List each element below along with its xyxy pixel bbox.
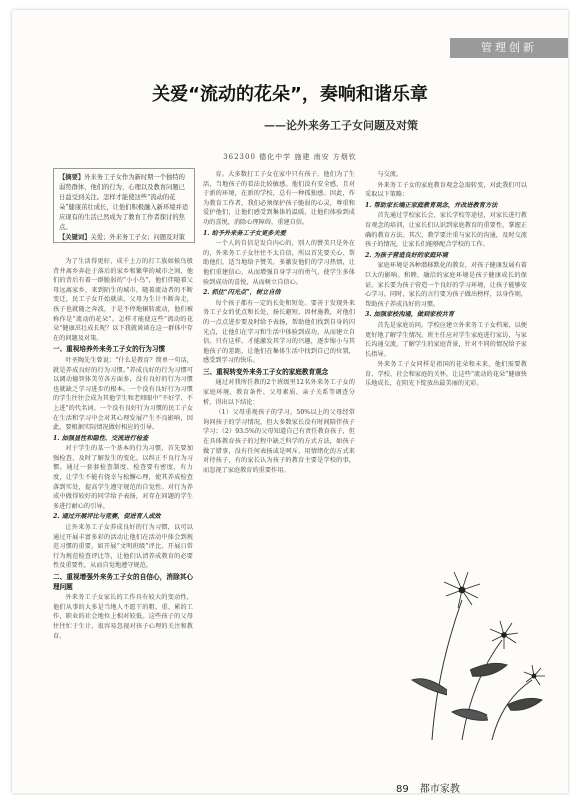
section-tag: 管理创新 <box>450 38 568 58</box>
abstract-box <box>53 168 195 243</box>
paragraph: 外来务工子女的家庭教育观念急需转变，对此我们可以采取以下策略： <box>365 181 527 199</box>
article-byline: 362300 德化中学 施建 南安 方烟钦 <box>223 153 357 161</box>
magazine-page <box>12 10 568 793</box>
paragraph: 家庭环境是各种潜移默化的教育，对孩子健康发展有着巨大的影响。和睦、融洽的家庭环境是孩子健康成长的保证。家长要为孩子营造一个良好的学习环境，让孩子能够安心学习。同时，家长的言行要为孩子做出榜样，以身作则，帮助孩子养成良好的习惯。 <box>365 262 527 308</box>
abstract-text: 外来务工子女作为新时期一个独特的弱势群体，他们的行为、心理以及教育问题已日益受到关注。怎样才能使这些“流动的花朵”健康茁壮成长，让他们积极融入新环境并适应现有的生活已然成为了教育工作者探讨的焦点。 <box>59 174 189 231</box>
article-title: 关爱“流动的花朵”，奏响和谐乐章 <box>152 84 428 105</box>
chrysanthemum-illustration <box>392 490 562 750</box>
paragraph: 外来务工子女家长的工作具有较大的变动性，他们从事的大多是当地人不愿干的粗、重、累的工作，职业的社会地位上相对较低。这些孩子的父母往往忙于生计，很容易忽视对孩子心理的关注和教育。 <box>53 594 193 640</box>
sub-heading: 2. 为孩子营造良好的家庭环境 <box>365 251 448 259</box>
section-heading: 一、重视培养外来务工子女的行为习惯 <box>53 345 166 354</box>
section-heading: 二、重视增强外来务工子女的自信心，消除其心理问题 <box>53 573 193 591</box>
paragraph: 外来务工子女同样是祖国的花朵和未来，他们需要教育、学校、社会和家庭的关怀，让这些“流动的花朵”健康快乐地成长，在阳光下绽放出最美丽的光彩。 <box>365 361 527 388</box>
column-1 <box>53 257 193 777</box>
column-3 <box>365 170 527 510</box>
paragraph: 为了生活得更好，成千上万的打工族如候鸟般背井离乡奔赴于落后的家乡和繁华的城市之间，他们的背后有着一群脆弱的“小小鸟”，他们伴随着父母远离家乡，来到陌生的城市，随着流动者的不断变迁，民工子女开始就读，父母为生计不断奔走，孩子也就随之奔波，于是不停地辗转流动，他们被称作是“流动的花朵”。怎样才能使这些“流动的花朵”健康茁壮成长呢？以下我就谈谈在这一群体中存在的问题及对策。 <box>53 258 193 342</box>
paragraph: 每个孩子都有一定的长处和短处。要善于发现外来务工子女的优点和长处，扬长避短，因材施教，对他们的一点点进步要及时给予表扬，帮助他们找到自身的闪光点，让他们在学习和生活中体验到成功，从而建立自信。只有这样，才能激发其学习的兴趣，逐步缩小与其他孩子的差距，让他们在集体生活中找到自己的位置，感受到学习的快乐。 <box>203 299 355 365</box>
column-2 <box>203 170 355 778</box>
section-heading: 三、重视转变外来务工子女的家庭教育观念 <box>203 367 329 376</box>
paragraph: （1）父母重视孩子的学习，50%以上的父母经常询问孩子的学习情况，但大多数家长没有时间陪伴孩子学习；（2）93.5%的父母知道自己有责任教育孩子，但在具体教育孩子的过程中缺乏科学的方式方法，如孩子做了错事，没有任何表扬或是呵斥，用情绪化的方式来对待孩子，有的家长认为孩子的教育主要是学校的事，而忽视了家庭教育的重要作用。 <box>203 409 355 474</box>
keywords-label: 【关键词】 <box>59 234 91 241</box>
sub-heading: 2. 抓住“闪光点”，树立自信 <box>203 289 281 297</box>
paragraph: 叶圣陶先生曾说：“什么是教育？简单一句话，就是养成良好的行为习惯。”养成良好的行为习惯可以调动德智体美劳各方面多，没有良好的行为习惯也就缺乏学习进步的根本。一个没有良好行为习惯的学生往往会成为其他学生和老师眼中“不好学、不上进”的代名词。一个没有良好行为习惯的民工子女在生活和学习中会对其心理发展产生不良影响，因此，要根据实际情况做好相应的引导。 <box>53 356 193 432</box>
page-footer <box>396 780 460 793</box>
paragraph: 让外来务工子女养成良好的行为习惯，以可以通过开展丰富多彩的活动让他们在活动中体会到规范习惯的重要，如开展“文明班级”评比、开展日常行为规范检查评比等，让他们认清养成教育的必要性及重要性，从而自觉地遵守规范。 <box>53 524 193 570</box>
article-subtitle <box>264 117 418 133</box>
abstract-label: 【摘要】 <box>59 174 85 181</box>
subtitle-text: ——论外来务工子女问题及对策 <box>264 119 418 132</box>
paragraph: 首先通过学校家长会、家长学校等途径，对家长进行教育观念的培训，让家长们认识到家庭教育的重要性，掌握正确的教育方法。其次，教学要注重与家长的沟通，及时交流孩子的情况，让家长们能够配合学校的工作。 <box>365 212 527 249</box>
paragraph: 一个人的自信是发自内心的，别人的赞美只是外在的，外来务工子女往往不太自信，所以首先要关心、帮助他们，适当地给予赞美，多激发他们的学习热情，让他们重建信心，从而增强自身学习的勇气，使学生多体验到成功的喜悦，从而树立自信心。 <box>203 240 355 286</box>
paragraph: 育。大多数打工子女在家中只有孩子，他们为了生活，当地孩子的看法比较敏感。他们没有安全感，且对于新的环境，在新的学校，总有一种孤独感。因此，作为教育工作者，我们必须保护孩子脆弱的心灵，尊重和爱护他们，让他们感受到集体的温暖，让他们体验到成功的喜悦，消除心理障碍，重建自信。 <box>203 171 355 226</box>
paragraph: 通过对我所任教的2个班级里12名外来务工子女的家庭环境、教育条件、父母素质、亲子关系等调查分析，得出以下结论： <box>203 379 355 406</box>
paragraph: 首先是家庭访问。学校应建立外来务工子女档案，以便更好地了解学生情况。班主任应对学生家庭进行家访，与家长沟通交流，了解学生的家庭背景，针对不同的情况给予家长指导。 <box>365 321 527 358</box>
sub-heading: 2. 通过开展评比与竞赛，促进育人成效 <box>53 513 161 521</box>
keywords-text: 关爱；外来务工子女；问题及对策 <box>90 234 185 241</box>
sub-heading: 1. 加强显性和隐性、交流进行检查 <box>53 434 149 442</box>
sub-heading: 1. 给予外来务工子女更多关爱 <box>203 229 286 237</box>
sub-heading: 3. 加强家校沟通，做到家校共育 <box>365 311 455 319</box>
paragraph: 与交流。 <box>377 171 403 178</box>
sub-heading: 1. 帮助家长端正家庭教育观念，并改进教育方法 <box>365 201 498 209</box>
magazine-name: 都市家教 <box>419 784 460 793</box>
page-number: 89 <box>396 784 409 793</box>
paragraph: 对于学生的某一个基本的行为习惯，首先要加强检查，及时了解发生的变化，以纠正不良行为习惯。通过一套套检查制度、检查要有密度，有力度，让学生不能有侥幸与松懈心理，使其养成检查落到实处，提高学生遵守规范的自觉性。对行为养成中做得较好的同学给予表扬，对存在问题的学生多进行耐心的引导。 <box>53 445 193 510</box>
